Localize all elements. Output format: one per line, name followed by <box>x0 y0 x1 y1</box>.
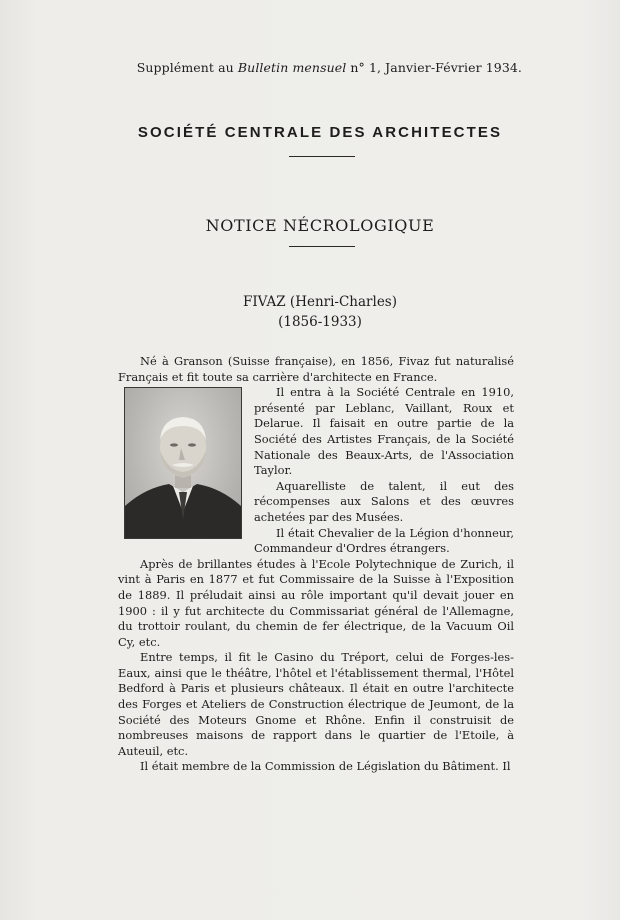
portrait-illustration <box>125 388 241 538</box>
supplement-prefix: Supplément au <box>136 60 238 75</box>
society-heading: SOCIÉTÉ CENTRALE DES ARCHITECTES <box>137 124 503 141</box>
paragraph-commission: Il était membre de la Commission de Législation du Bâtiment. Il <box>140 759 511 774</box>
bulletin-title: Bulletin mensuel <box>237 60 347 75</box>
subject-name: FIVAZ (Henri-Charles) <box>242 294 398 310</box>
paragraph-honours: Il était Chevalier de la Légion d'honneur, Commandeur d'Ordres étrangers. <box>254 525 514 556</box>
paragraph-birth: Né à Granson (Suisse française), en 1856, Fivaz fut naturalisé Français et fit toute sa carrière d'architecte en France. <box>118 354 514 384</box>
divider-rule <box>289 246 355 247</box>
notice-title: NOTICE NÉCROLOGIQUE <box>205 216 435 235</box>
portrait-photo <box>124 387 242 539</box>
supplement-suffix: n° 1, Janvier-Février 1934. <box>346 60 522 75</box>
divider-rule <box>289 156 355 157</box>
paragraph-membership: Il entra à la Société Centrale en 1910, présenté par Leblanc, Vaillant, Roux et Delarue. Il faisait en outre partie de la Société des Artistes Français, de la Société Nationale des Beaux-Arts, de l'Association Taylor. <box>254 385 514 478</box>
paragraph-works: Entre temps, il fit le Casino du Tréport, celui de Forges-les-Eaux, ainsi que le théâtre, l'hôtel et l'établissement thermal, l'Hôtel Bedford à Paris et plusieurs châteaux. Il était en outre l'architecte des Forges et Ateliers de Construction électrique de Jeumont, de la Société des Moteurs Gnome et Rhône. Enfin il construisit de nombreuses maisons de rapport dans le quartier de l'Etoile, à Auteuil, etc. <box>118 650 514 758</box>
paragraph-watercolor: Aquarelliste de talent, il eut des récompenses aux Salons et des œuvres achetées par des Musées. <box>254 478 514 524</box>
paragraph-studies: Après de brillantes études à l'Ecole Polytechnique de Zurich, il vint à Paris en 1877 et fut Commissaire de la Suisse à l'Exposition de 1889. Il préludait ainsi au rôle important qu'il devait jouer en 1900 : il y fut architecte du Commissariat général de l'Allemagne, du trottoir roulant, du chemin de fer électrique, de la Vacuum Oil Cy, etc. <box>118 556 514 649</box>
obituary-body <box>118 354 514 775</box>
subject-dates: (1856-1933) <box>278 314 362 330</box>
supplement-line <box>137 60 522 75</box>
